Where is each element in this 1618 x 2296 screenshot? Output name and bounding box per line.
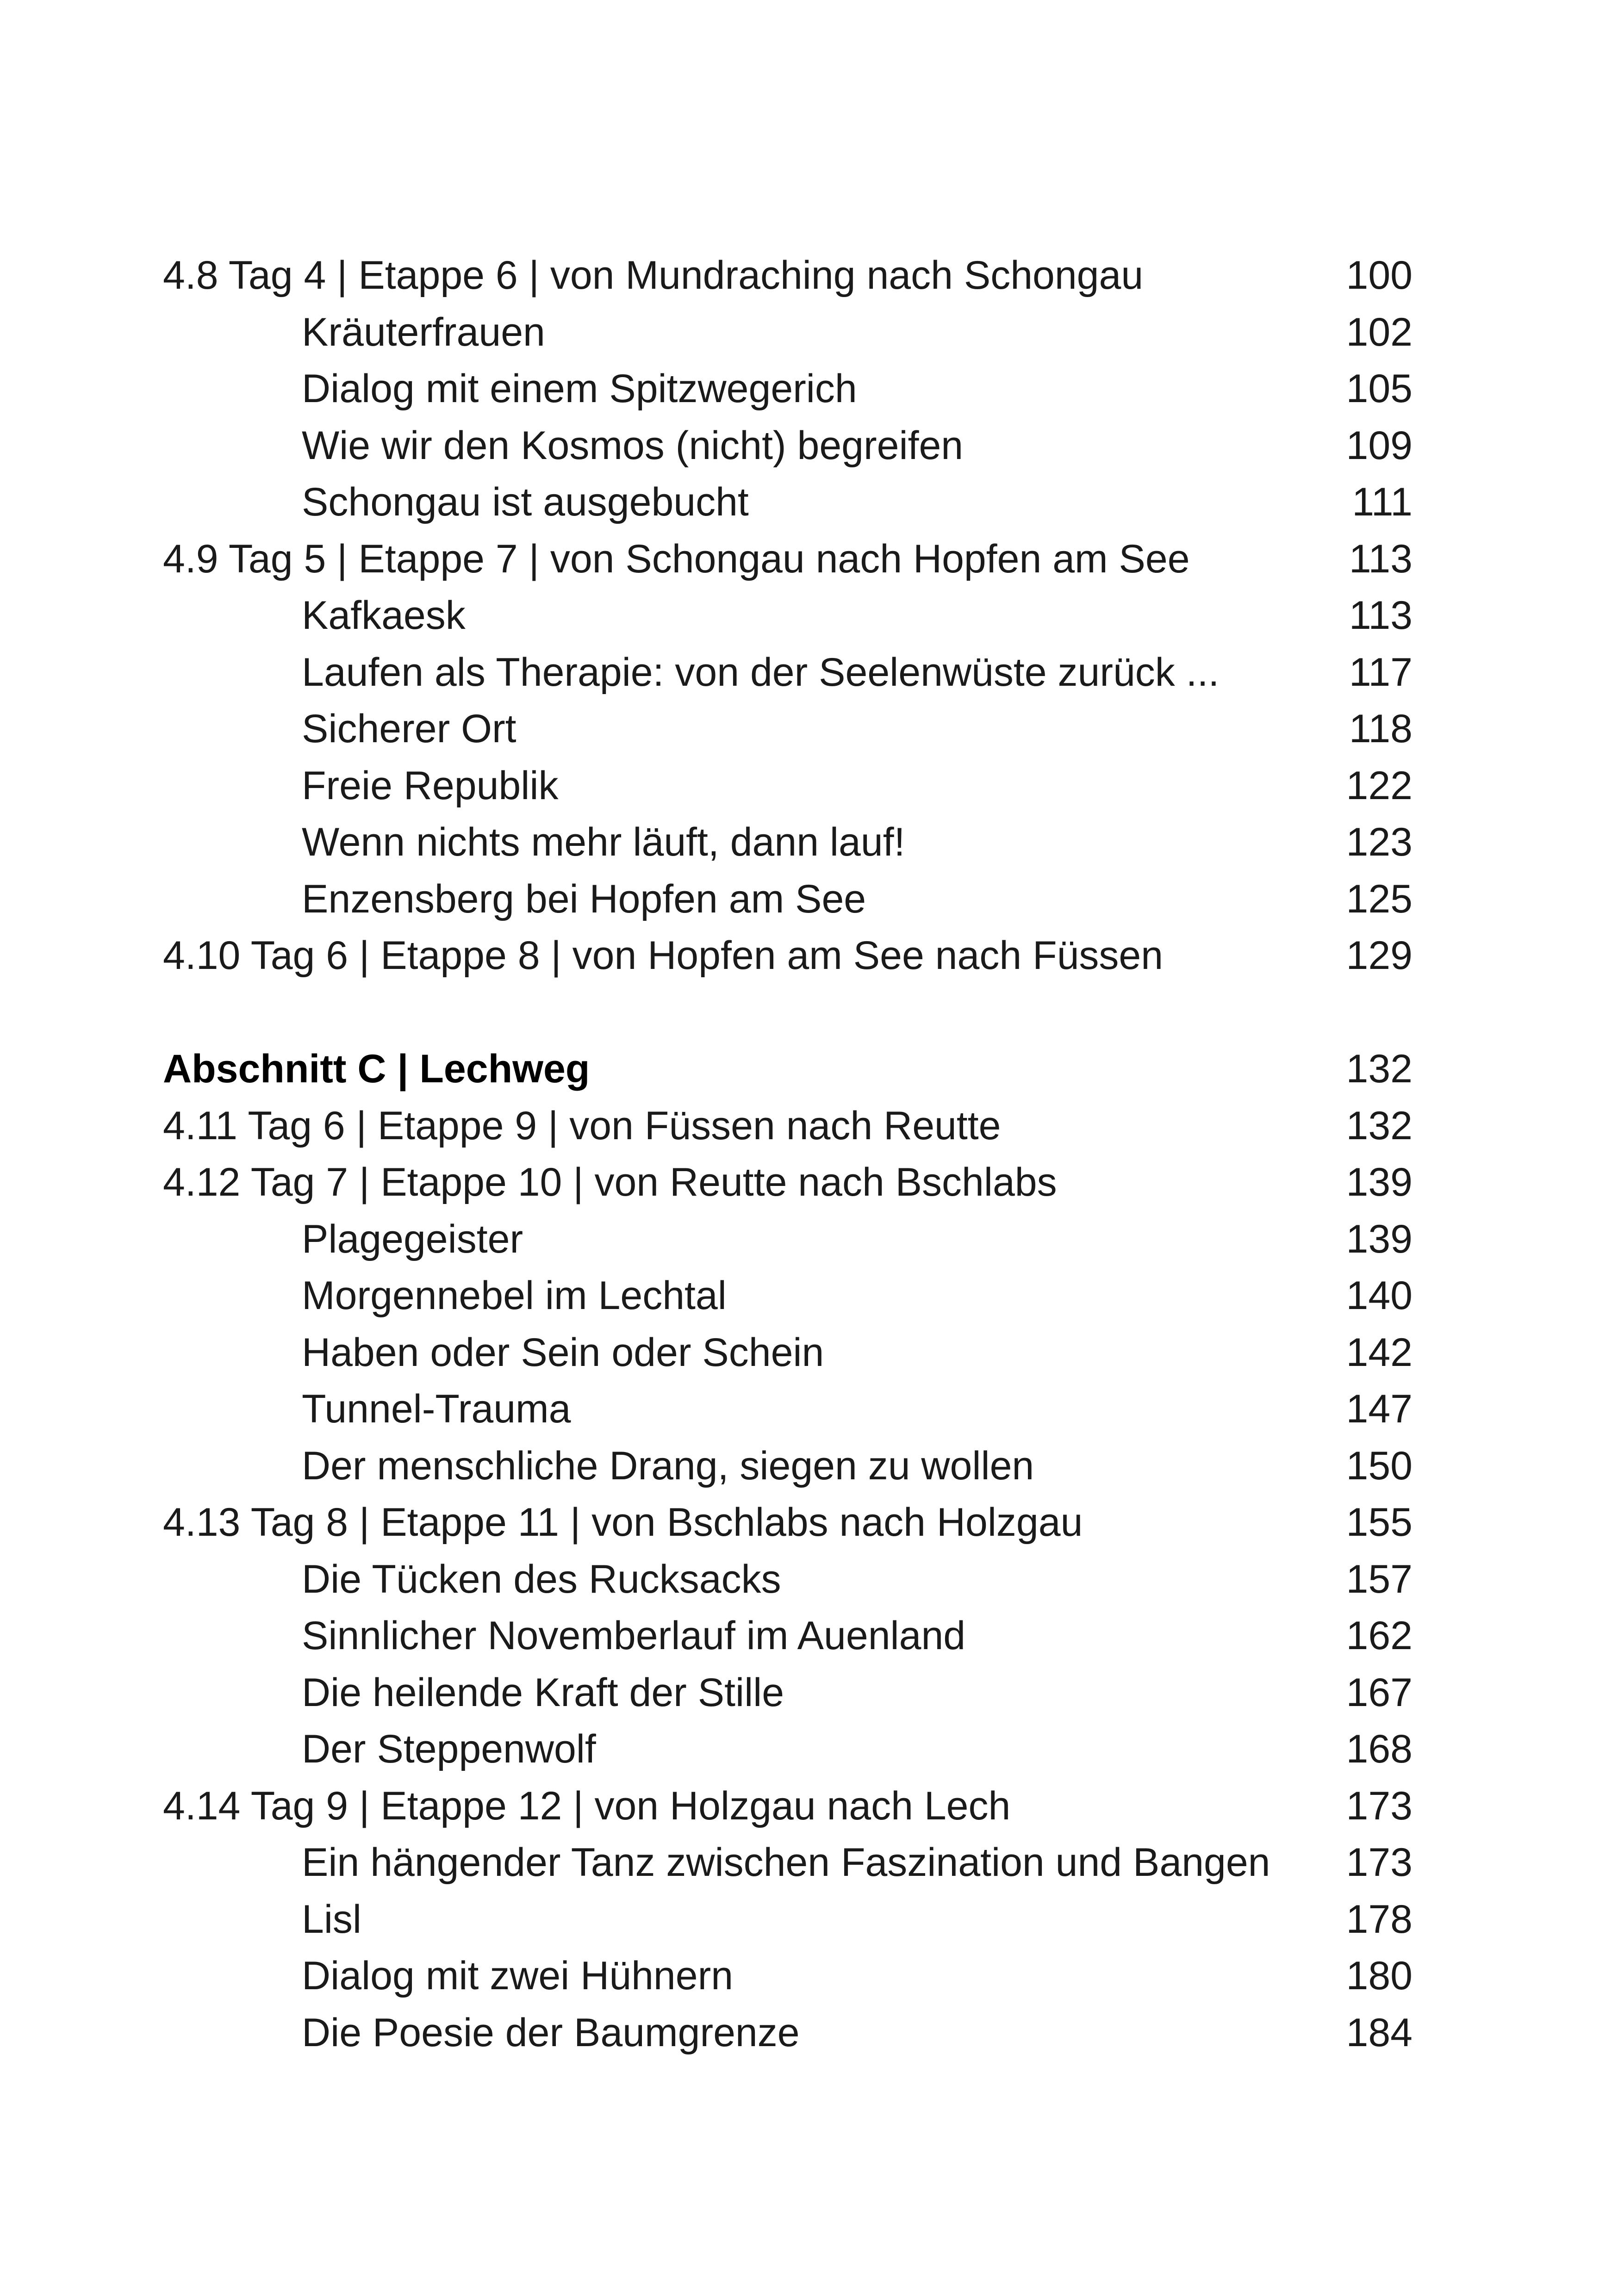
toc-entry-page: 125 (1346, 876, 1413, 921)
toc-subentry (163, 701, 1413, 757)
toc-entry-title: 4.10 Tag 6 | Etappe 8 | von Hopfen am See nach Füssen (163, 933, 1164, 978)
toc-entry-page: 184 (1346, 2010, 1413, 2055)
toc-entry-title: Dialog mit zwei Hühnern (302, 1954, 734, 1998)
toc-entry-title: Plagegeister (302, 1216, 523, 1261)
toc-subentry (163, 2004, 1413, 2061)
toc-entry-page: 168 (1346, 1727, 1413, 1771)
toc-entry-page: 102 (1346, 310, 1413, 354)
toc-entry-page: 117 (1349, 650, 1413, 695)
section-heading-title: Abschnitt C | Lechweg (163, 1047, 590, 1091)
toc-entry (163, 1154, 1413, 1211)
toc-entry-page: 180 (1346, 1954, 1413, 1998)
toc-entry-page: 113 (1349, 536, 1413, 581)
toc-subentry (163, 1324, 1413, 1381)
toc-entry-page: 155 (1346, 1500, 1413, 1545)
toc-subentry (163, 1438, 1413, 1495)
toc-entry-page: 173 (1346, 1840, 1413, 1885)
toc-subentry (163, 1607, 1413, 1664)
toc-entry-page: 139 (1346, 1160, 1413, 1204)
toc-subentry (163, 871, 1413, 928)
toc-entry (163, 247, 1413, 304)
toc-entry-title: Laufen als Therapie: von der Seelenwüste zurück ... (302, 650, 1220, 695)
toc-entry (163, 1098, 1413, 1154)
toc-entry-title: 4.11 Tag 6 | Etappe 9 | von Füssen nach Reutte (163, 1103, 1001, 1148)
toc-entry-title: Sinnlicher Novemberlauf im Auenland (302, 1613, 966, 1658)
toc-entry-page: 122 (1346, 763, 1413, 808)
toc-entry-title: Lisl (302, 1897, 362, 1942)
toc-entry-page: 118 (1349, 707, 1413, 751)
toc-entry-page: 139 (1346, 1216, 1413, 1261)
toc-subentry (163, 1721, 1413, 1778)
toc-subentry (163, 1551, 1413, 1608)
toc-subentry (163, 417, 1413, 474)
toc-entry-title: Der menschliche Drang, siegen zu wollen (302, 1443, 1034, 1488)
toc-entry-page: 111 (1352, 480, 1413, 524)
toc-entry-title: Haben oder Sein oder Schein (302, 1330, 824, 1375)
toc-entry-title: Die heilende Kraft der Stille (302, 1670, 784, 1715)
toc-entry-title: Ein hängender Tanz zwischen Faszination und Bangen (302, 1840, 1270, 1885)
toc-entry-page: 162 (1346, 1613, 1413, 1658)
toc-entry-page: 123 (1346, 820, 1413, 864)
toc-section-heading (163, 1041, 1413, 1098)
toc-entry-page: 150 (1346, 1443, 1413, 1488)
toc-entry-title: Die Poesie der Baumgrenze (302, 2010, 800, 2055)
toc-entry-title: Morgennebel im Lechtal (302, 1273, 727, 1318)
toc-entry-title: Kafkaesk (302, 593, 466, 638)
toc-entry-title: Der Steppenwolf (302, 1727, 596, 1771)
toc-subentry (163, 360, 1413, 417)
toc-subentry (163, 1211, 1413, 1268)
toc-entry-title: Sicherer Ort (302, 707, 517, 751)
toc-entry-title: 4.14 Tag 9 | Etappe 12 | von Holzgau nach Lech (163, 1783, 1011, 1828)
toc-entry-title: Die Tücken des Rucksacks (302, 1557, 781, 1601)
toc-entry-title: Schongau ist ausgebucht (302, 480, 749, 524)
toc-entry-page: 167 (1346, 1670, 1413, 1715)
toc-subentry (163, 814, 1413, 871)
toc-entry (163, 1778, 1413, 1835)
toc-entry-page: 100 (1346, 253, 1413, 298)
toc-entry (163, 531, 1413, 588)
table-of-contents (163, 247, 1413, 2061)
toc-entry-title: Freie Republik (302, 763, 559, 808)
toc-entry-page: 140 (1346, 1273, 1413, 1318)
toc-entry-title: 4.13 Tag 8 | Etappe 11 | von Bschlabs nach Holzgau (163, 1500, 1083, 1545)
toc-entry-title: 4.9 Tag 5 | Etappe 7 | von Schongau nach Hopfen am See (163, 536, 1190, 581)
toc-entry-title: Enzensberg bei Hopfen am See (302, 876, 866, 921)
toc-subentry (163, 474, 1413, 531)
toc-subentry (163, 1948, 1413, 2004)
toc-entry-page: 109 (1346, 423, 1413, 468)
toc-subentry (163, 1664, 1413, 1721)
toc-entry-title: Wie wir den Kosmos (nicht) begreifen (302, 423, 964, 468)
toc-entry-title: Wenn nichts mehr läuft, dann lauf! (302, 820, 905, 864)
toc-entry-page: 142 (1346, 1330, 1413, 1375)
toc-subentry (163, 1891, 1413, 1948)
toc-entry (163, 927, 1413, 984)
toc-entry-page: 129 (1346, 933, 1413, 978)
toc-subentry (163, 1381, 1413, 1438)
toc-entry-page: 132 (1346, 1103, 1413, 1148)
toc-entry-title: 4.8 Tag 4 | Etappe 6 | von Mundraching nach Schongau (163, 253, 1144, 298)
toc-entry-page: 178 (1346, 1897, 1413, 1942)
toc-entry-page: 147 (1346, 1387, 1413, 1431)
toc-subentry (163, 304, 1413, 361)
toc-entry-page: 157 (1346, 1557, 1413, 1601)
toc-subentry (163, 1834, 1413, 1891)
toc-subentry (163, 757, 1413, 814)
toc-entry-page: 113 (1349, 593, 1413, 638)
toc-subentry (163, 587, 1413, 644)
toc-entry-title: Dialog mit einem Spitzwegerich (302, 366, 857, 411)
toc-entry-page: 173 (1346, 1783, 1413, 1828)
toc-entry (163, 1494, 1413, 1551)
toc-entry-title: 4.12 Tag 7 | Etappe 10 | von Reutte nach Bschlabs (163, 1160, 1057, 1204)
toc-entry-title: Kräuterfrauen (302, 310, 545, 354)
toc-entry-title: Tunnel-Trauma (302, 1387, 571, 1431)
toc-subentry (163, 644, 1413, 701)
toc-entry-page: 105 (1346, 366, 1413, 411)
toc-subentry (163, 1267, 1413, 1324)
toc-entry-page: 132 (1346, 1047, 1413, 1091)
